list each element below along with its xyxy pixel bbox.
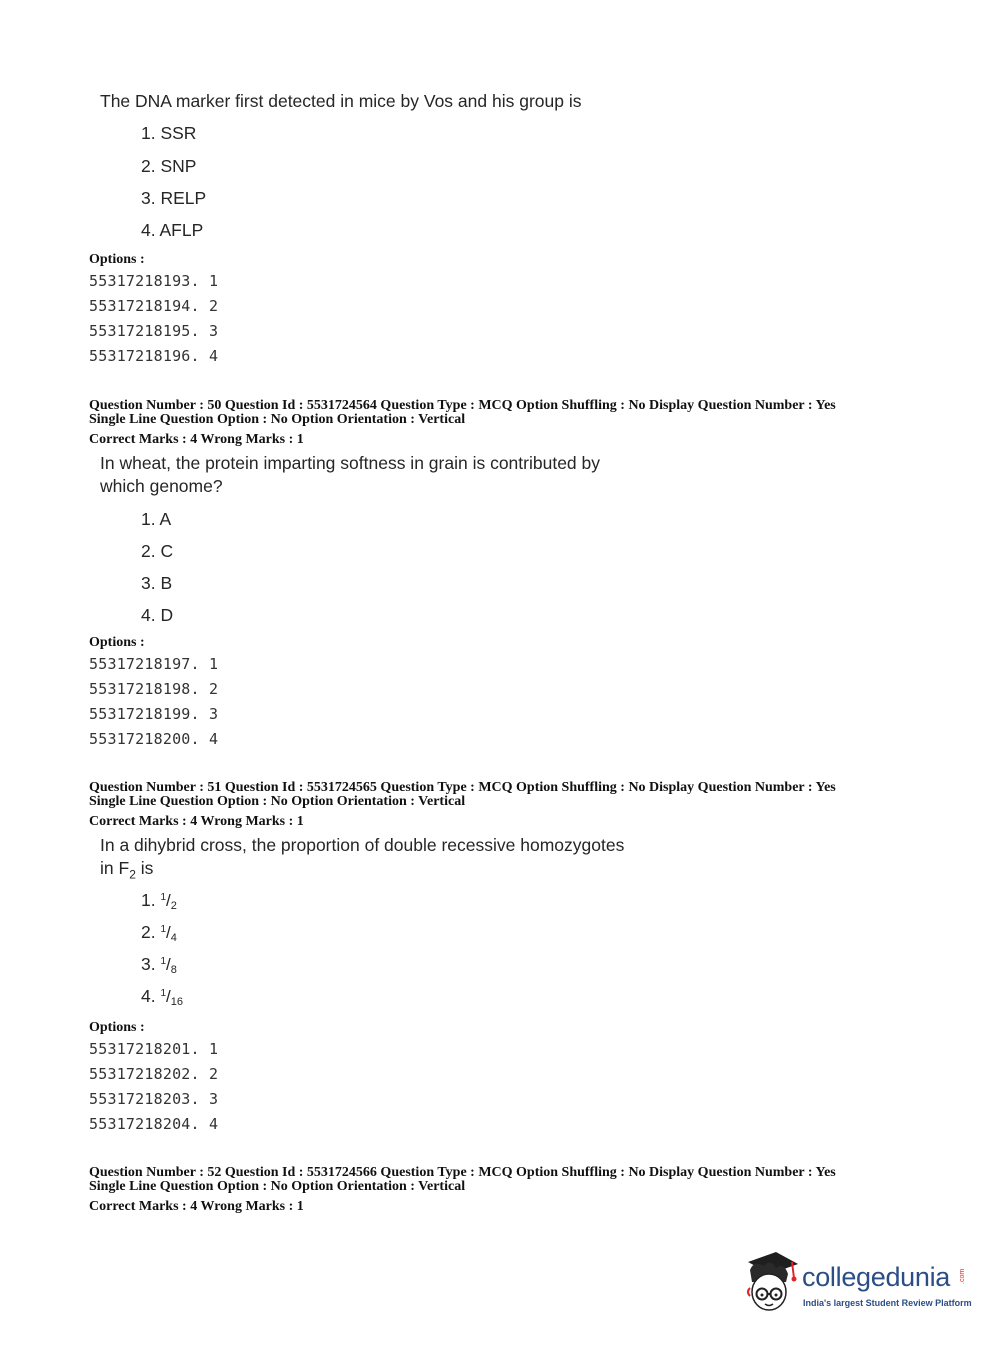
- q51-choice-3: 3. $^1/_8$: [141, 954, 177, 976]
- q51-option-2: 55317218202. 2: [89, 1065, 219, 1083]
- q52-marks: Correct Marks : 4 Wrong Marks : 1: [89, 1199, 304, 1214]
- question-49-text: The DNA marker first detected in mice by Vos and his group is: [100, 91, 582, 111]
- q49-options-heading: Options :: [89, 252, 145, 267]
- q49-choice-4: 4. AFLP: [141, 220, 204, 240]
- q50-option-2: 55317218198. 2: [89, 680, 219, 698]
- q50-marks: Correct Marks : 4 Wrong Marks : 1: [89, 432, 304, 447]
- q52-meta-line-2: Single Line Question Option : No Option Orientation : Vertical: [89, 1179, 466, 1194]
- q51-meta-line-2: Single Line Question Option : No Option Orientation : Vertical: [89, 794, 466, 809]
- q50-choice-2: 2. C: [141, 541, 174, 561]
- q50-choice-4: 4. D: [141, 605, 174, 625]
- q49-choice-3: 3. RELP: [141, 188, 207, 208]
- logo-tagline: India's largest Student Review Platform: [803, 1298, 972, 1308]
- q51-options-heading: Options :: [89, 1020, 145, 1035]
- q50-option-1: 55317218197. 1: [89, 655, 219, 673]
- q51-option-4: 55317218204. 4: [89, 1115, 219, 1133]
- q49-option-4: 55317218196. 4: [89, 347, 219, 365]
- q49-choice-1: 1. SSR: [141, 123, 197, 143]
- q51-marks: Correct Marks : 4 Wrong Marks : 1: [89, 814, 304, 829]
- q50-options-heading: Options :: [89, 635, 145, 650]
- collegedunia-logo: [742, 1248, 972, 1320]
- subscript-2: 2: [129, 867, 136, 882]
- q50-choice-1: 1. A: [141, 509, 172, 529]
- q50-meta-line-1: Question Number : 50 Question Id : 5531724564 Question Type : MCQ Option Shuffling : No Display Question Number : Yes: [89, 398, 836, 413]
- q51-option-1: 55317218201. 1: [89, 1040, 219, 1058]
- q51-choice-4: 4. $^1/_{16}$: [141, 986, 184, 1008]
- mascot-icon: [742, 1248, 800, 1320]
- q51-choice-1: 1. $^1/_2$: [141, 890, 177, 912]
- q50-choice-3: 3. B: [141, 573, 173, 593]
- question-51-text-line-2: in $F_2$ is: [100, 858, 154, 882]
- question-51-text-line-1: In a dihybrid cross, the proportion of double recessive homozygotes: [100, 835, 625, 855]
- q50-meta-line-2: Single Line Question Option : No Option Orientation : Vertical: [89, 412, 466, 427]
- q50-option-4: 55317218200. 4: [89, 730, 219, 748]
- q52-meta-line-1: Question Number : 52 Question Id : 5531724566 Question Type : MCQ Option Shuffling : No Display Question Number : Yes: [89, 1165, 836, 1180]
- logo-wordmark: collegedunia: [802, 1262, 951, 1292]
- question-50-text-line-1: In wheat, the protein imparting softness in grain is contributed by: [100, 453, 600, 473]
- q49-option-1: 55317218193. 1: [89, 272, 219, 290]
- q49-choice-2: 2. SNP: [141, 156, 197, 176]
- q51-meta-line-1: Question Number : 51 Question Id : 5531724565 Question Type : MCQ Option Shuffling : No Display Question Number : Yes: [89, 780, 836, 795]
- q51-choice-2: 2. $^1/_4$: [141, 922, 177, 944]
- q50-option-3: 55317218199. 3: [89, 705, 219, 723]
- q49-option-3: 55317218195. 3: [89, 322, 219, 340]
- question-50-text-line-2: which genome?: [100, 476, 223, 496]
- q49-option-2: 55317218194. 2: [89, 297, 219, 315]
- q51-option-3: 55317218203. 3: [89, 1090, 219, 1108]
- logo-com: .com: [959, 1268, 966, 1284]
